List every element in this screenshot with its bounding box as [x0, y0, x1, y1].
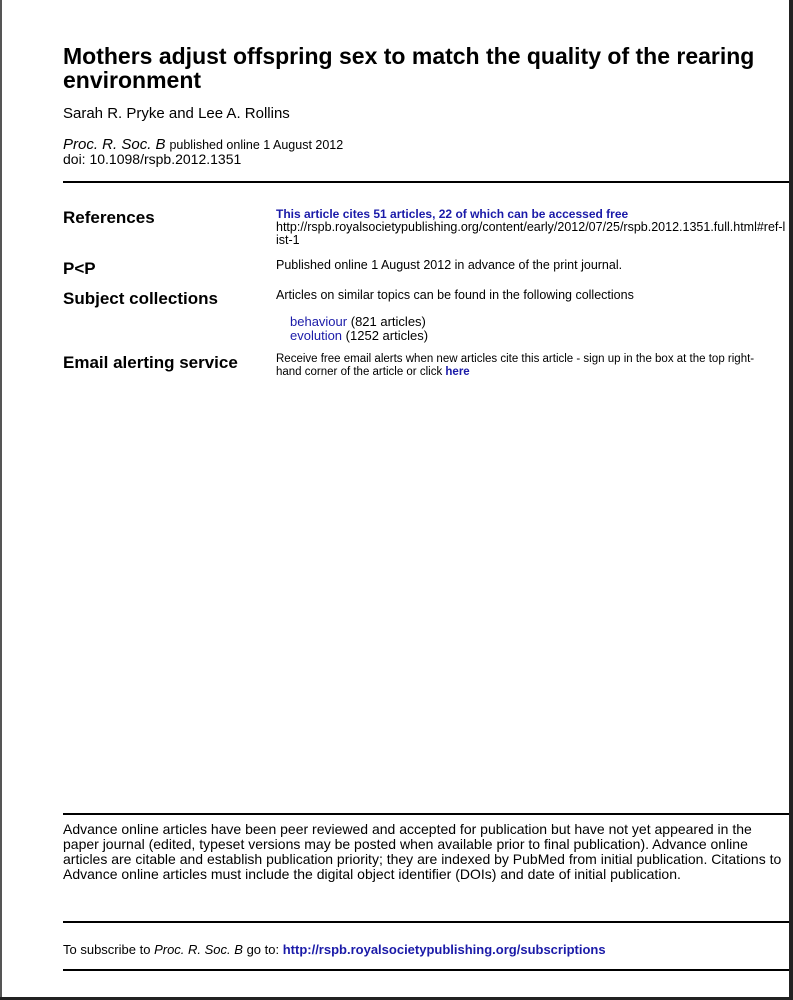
top-divider: [63, 181, 789, 183]
pp-label: P<P: [63, 259, 96, 278]
subject-collections-intro: Articles on similar topics can be found in the following collections: [276, 288, 634, 302]
subscribe-middle: go to:: [246, 942, 280, 957]
email-alerting-label: Email alerting service: [63, 353, 238, 372]
subscribe-prefix: To subscribe to: [63, 942, 151, 957]
article-authors: Sarah R. Pryke and Lee A. Rollins: [63, 105, 290, 122]
references-url[interactable]: http://rspb.royalsocietypublishing.org/content/early/2012/07/25/rspb.2012.1351.full.html#ref-list-1: [276, 220, 786, 247]
collection-item: [290, 329, 428, 343]
collection-count: (1252 articles): [345, 328, 429, 343]
advance-online-note: Advance online articles have been peer reviewed and accepted for publication but have not yet appeared in the paper journal (edited, typeset versions may be posted when available prior to final publication). Advance online articles are citable and establish publication priority; they are indexed by PubMed from initial publication. Citations to Advance online articles must include the digital object identifier (DOIs) and date of initial publication.: [63, 821, 782, 882]
page-left-border: [0, 0, 2, 1000]
collection-link-behaviour[interactable]: behaviour: [290, 314, 348, 329]
subscribe-line: [63, 942, 606, 957]
email-alerting-text: Receive free email alerts when new articles cite this article - sign up in the box at the top right-hand corner of the article or click: [276, 353, 755, 378]
subscribe-link[interactable]: http://rspb.royalsocietypublishing.org/subscriptions: [282, 942, 606, 957]
article-title: Mothers adjust offspring sex to match the quality of the rearing environment: [63, 43, 755, 93]
subject-collections-label: Subject collections: [63, 289, 218, 308]
references-label: References: [63, 208, 155, 227]
pp-text: Published online 1 August 2012 in advance of the print journal.: [276, 258, 623, 272]
doi: doi: 10.1098/rspb.2012.1351: [63, 151, 242, 167]
email-alerting-body: [276, 353, 756, 378]
collections-list: [290, 315, 428, 343]
references-body: [276, 208, 786, 247]
collection-count: (821 articles): [350, 314, 426, 329]
email-alerting-here-link[interactable]: here: [445, 365, 470, 378]
collection-link-evolution[interactable]: evolution: [290, 328, 343, 343]
published-date: published online 1 August 2012: [169, 138, 344, 152]
subscribe-journal: Proc. R. Soc. B: [154, 942, 243, 957]
footer-bottom-divider: [63, 969, 789, 971]
footer-middle-divider: [63, 921, 789, 923]
collection-item: [290, 315, 428, 329]
journal-name: Proc. R. Soc. B: [63, 136, 166, 153]
references-link[interactable]: This article cites 51 articles, 22 of which can be accessed free: [276, 207, 629, 221]
footer-top-divider: [63, 813, 789, 815]
